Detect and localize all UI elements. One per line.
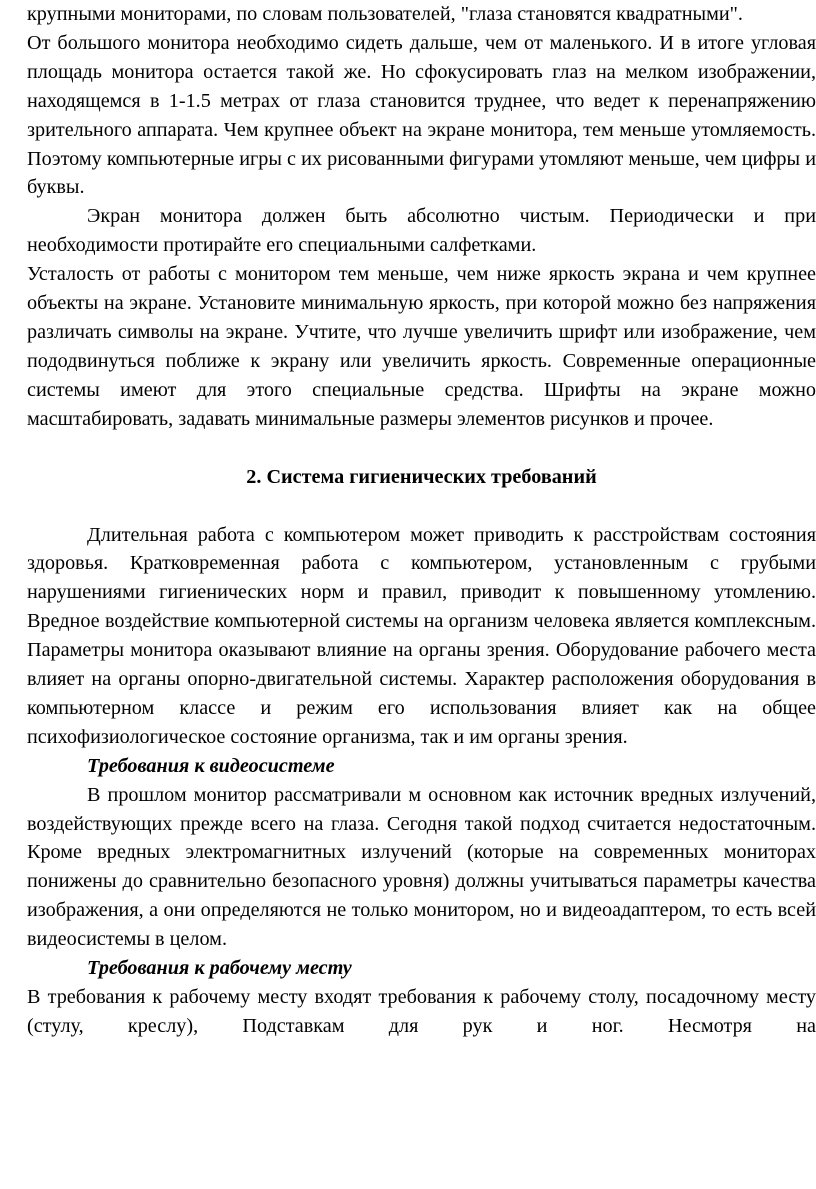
document-page xyxy=(27,0,816,1041)
paragraph-video-system: В прошлом монитор рассматривали м основном как источник вредных излучений, воздействующих прежде всего на глаза. Сегодня такой подход считается недостаточным. Кроме вредных электромагнитных излучений (которые на современных мониторах понижены до сравнительно безопасного уровня) должны учитываться параметры качества изображения, а они определяются не только монитором, но и видеоадаптером, то есть всей видеосистемы в целом. xyxy=(27,783,816,951)
paragraph-hygiene-requirements: Длительная работа с компьютером может приводить к расстройствам состояния здоровья. Кратковременная работа с компьютером, установленным с грубыми нарушениями гигиенических норм и правил, приводит к повышенному утомлению. Вредное воздействие компьютерной системы на организм человека является комплексным. Параметры монитора оказывают влияние на органы зрения. Оборудование рабочего места влияет на органы опорно-двигательной системы. Характер расположения оборудования в компьютерном классе и режим его использования влияет как на общее психофизиологическое состояние организма, так и им органы зрения. xyxy=(27,523,816,748)
subheading-video-system: Требования к видеосистеме xyxy=(87,754,335,777)
paragraph-monitor-distance: От большого монитора необходимо сидеть дальше, чем от маленького. И в итоге угловая площадь монитора остается такой же. Но сфокусировать глаз на мелком изображении, находящемся в 1-1.5 метрах от глаза становится труднее, что ведет к перенапряжению зрительного аппарата. Чем крупнее объект на экране монитора, тем меньше утомляемость. Поэтому компьютерные игры с их рисованными фигурами утомляют меньше, чем цифры и буквы. xyxy=(27,31,816,199)
paragraph-continuation: крупными мониторами, по словам пользователей, "глаза становятся квадратными". xyxy=(27,3,743,25)
spacer xyxy=(27,492,816,521)
subheading-workplace: Требования к рабочему месту xyxy=(87,957,352,980)
spacer xyxy=(27,434,816,463)
paragraph-screen-cleanliness: Экран монитора должен быть абсолютно чистым. Периодически и при необходимости протирайте его специальными салфетками. xyxy=(27,205,816,257)
section-heading: 2. Система гигиенических требований xyxy=(246,465,597,488)
paragraph-workplace: В требования к рабочему месту входят требования к рабочему столу, посадочному месту (стулу, креслу), Подставкам для рук и ног. Несмотря на xyxy=(27,986,816,1037)
paragraph-brightness: Усталость от работы с монитором тем меньше, чем ниже яркость экрана и чем крупнее объекты на экране. Установите минимальную яркость, при которой можно без напряжения различать символы на экране. Учтите, что лучше увеличить шрифт или изображение, чем пододвинуться поближе к экрану или увеличить яркость. Современные операционные системы имеют для этого специальные средства. Шрифты на экране можно масштабировать, задавать минимальные размеры элементов рисунков и прочее. xyxy=(27,263,816,430)
